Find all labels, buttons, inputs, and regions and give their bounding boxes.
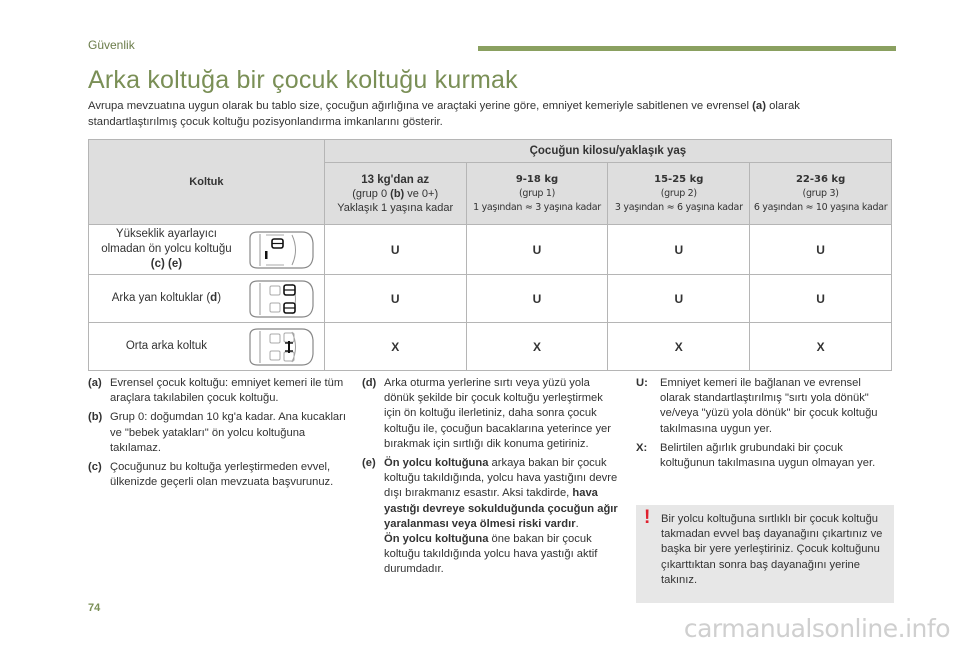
column-age: 1 yaşından ≈ 3 yaşına kadar xyxy=(473,201,601,213)
intro-paragraph xyxy=(88,98,878,130)
page-title: Arka koltuğa bir çocuk koltuğu kurmak xyxy=(88,66,518,94)
cell-value: U xyxy=(466,225,608,275)
row-label-rear-center-seat: Orta arka koltuk xyxy=(89,323,325,371)
child-seat-table xyxy=(88,139,892,371)
notes-column-2 xyxy=(362,376,620,582)
car-rear-side-seats-icon xyxy=(244,278,316,320)
cell-value: U xyxy=(608,225,750,275)
intro-text-2: olarak standartlaştırılmış çocuk koltuğu pozisyonlandırma imkanlarını gösterir. xyxy=(88,100,800,128)
column-age: Yaklaşık 1 yaşına kadar xyxy=(337,201,454,214)
row-label-front-seat xyxy=(89,225,325,275)
row-label-line: Yükseklik ayarlayıcı xyxy=(115,228,217,240)
note-c: (c) Çocuğunuz bu koltuğa yerleştirmeden evvel, ülkenizde geçerli olan mevzuata başvurunuz. xyxy=(88,461,334,489)
row-label-rear-side-seats: Arka yan koltuklar (d) xyxy=(89,275,325,323)
cell-value: U xyxy=(608,275,750,323)
column-group: (grup 3) xyxy=(802,187,839,199)
cell-value: U xyxy=(750,225,892,275)
note-x: X: Belirtilen ağırlık grubundaki bir çocuk koltuğunun takılmasına uygun olmayan yer. xyxy=(636,441,876,470)
cell-value: X xyxy=(750,323,892,371)
section-label: Güvenlik xyxy=(88,38,135,52)
intro-text-1: Avrupa mevzuatına uygun olarak bu tablo size, çocuğun ağırlığına ve araçtaki yerine göre, emniyet kemeriyle sabitlenen ve evrensel xyxy=(88,100,753,112)
page-number: 74 xyxy=(88,602,101,614)
column-kg: 9-18 kg xyxy=(515,173,559,185)
warning-text: Bir yolcu koltuğuna sırtlıklı bir çocuk koltuğu takmadan evvel baş dayanağını çıkartınız ve başka bir yere yerleştiriniz. Çocuk koltuğunu çıkarttıktan sonra baş dayanağını yerine takınız. xyxy=(661,513,883,586)
table-row xyxy=(89,323,892,371)
column-kg: 15-25 kg xyxy=(654,173,704,185)
warning-box xyxy=(636,505,894,603)
koltuk-header: Koltuk xyxy=(89,140,325,225)
cell-value: X xyxy=(324,323,466,371)
table-row xyxy=(89,275,892,323)
warning-icon: ! xyxy=(644,507,651,528)
cell-value: U xyxy=(324,275,466,323)
column-group: (grup 1) xyxy=(518,187,556,199)
car-front-seat-icon xyxy=(244,229,316,271)
notes-column-1 xyxy=(88,376,348,494)
column-header-group-0 xyxy=(324,163,466,225)
cell-value: X xyxy=(466,323,608,371)
car-rear-center-seat-icon xyxy=(244,326,316,368)
column-group: (grup 0 (b) ve 0+) xyxy=(352,187,439,200)
table-row xyxy=(89,225,892,275)
column-header-group-1 xyxy=(466,163,608,225)
watermark: carmanualsonline.info xyxy=(683,614,950,643)
cell-value: U xyxy=(324,225,466,275)
column-age: 3 yaşından ≈ 6 yaşına kadar xyxy=(614,201,743,213)
column-age: 6 yaşından ≈ 10 yaşına kadar xyxy=(753,201,888,213)
column-group: (grup 2) xyxy=(660,187,697,199)
cell-value: U xyxy=(466,275,608,323)
notes-column-3 xyxy=(636,376,894,475)
note-u: U: Emniyet kemeri ile bağlanan ve evrensel olarak standartlaştırılmış "sırtı yola dönük" ve/veya "yüzü yola dönük" bir çocuk koltuğu takılmasına uygun yer. xyxy=(636,377,878,435)
cell-value: X xyxy=(608,323,750,371)
column-header-group-3 xyxy=(750,163,892,225)
note-d: (d) Arka oturma yerlerine sırtı veya yüzü yola dönük şekilde bir çocuk koltuğu yerleştirmek için ön koltuğu ilerletiniz, daha sonra çocuk koltuğu ile, çocuğun bacaklarına yeterince yer bırakmak için sırtlığı dik konuma getiriniz. xyxy=(362,377,611,450)
row-label-line: olmadan ön yolcu koltuğu xyxy=(101,243,232,255)
note-e: (e) Ön yolcu koltuğuna arkaya bakan bir çocuk koltuğu takıldığında, yolcu hava yastığını devre dışı bırakmanız esastır. Aksi takdirde, hava yastığı devreye sokulduğunda çocuğun ağır yaralanması veya ölmesi riski vardır. Ön yolcu koltuğuna öne bakan bir çocuk koltuğu takıldığında yolcu hava yastığı aktif durumdadır. xyxy=(362,457,618,576)
column-header-group-2 xyxy=(608,163,750,225)
header-bar xyxy=(478,46,896,51)
row-label-refs: (c) (e) xyxy=(150,258,183,270)
column-kg: 22-36 kg xyxy=(795,173,846,185)
cell-value: U xyxy=(750,275,892,323)
intro-ref-a: (a) xyxy=(752,100,766,112)
note-b: (b) Grup 0: doğumdan 10 kg'a kadar. Ana kucakları ve "bebek yatakları" ön yolcu koltuğuna takılamaz. xyxy=(88,411,346,454)
weight-group-header: Çocuğun kilosu/yaklaşık yaş xyxy=(324,140,891,163)
column-kg: 13 kg'dan az xyxy=(361,173,430,186)
note-a: (a) Evrensel çocuk koltuğu: emniyet kemeri ile tüm araçlara takılabilen çocuk koltuğu. xyxy=(88,377,344,405)
